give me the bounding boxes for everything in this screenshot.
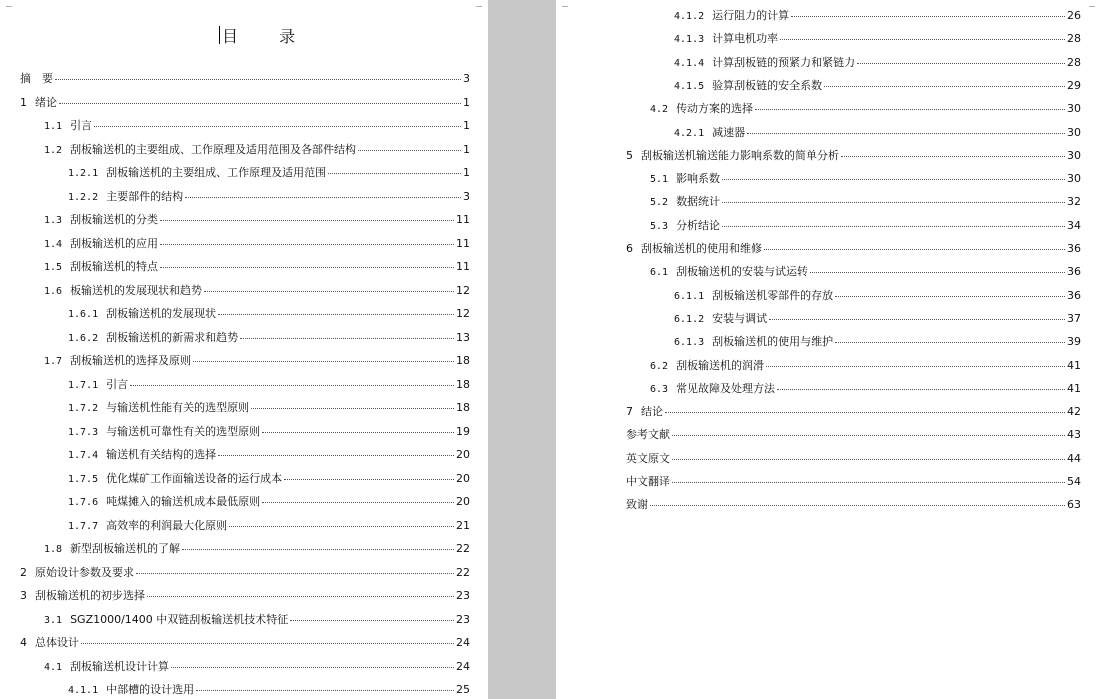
toc-entry[interactable] <box>44 141 470 155</box>
toc-entry-page: 24 <box>456 636 470 649</box>
toc-entry-title: 刮板输送机的选择及原则 <box>70 354 192 367</box>
toc-entry[interactable] <box>68 423 470 437</box>
toc-entry-number: 5.2 <box>650 197 669 209</box>
toc-entry[interactable] <box>674 333 1081 347</box>
toc-entry-title: 原始设计参数及要求 <box>35 565 134 579</box>
toc-entry-page: 63 <box>1067 498 1081 512</box>
toc-entry[interactable] <box>68 188 470 202</box>
toc-leader-dots <box>722 179 1065 180</box>
toc-entry-number: 2 <box>20 565 27 579</box>
toc-entry-title: 计算刮板链的预紧力和紧链力 <box>712 55 856 69</box>
toc-entry-page: 54 <box>1067 475 1081 488</box>
toc-entry-page: 34 <box>1067 218 1081 232</box>
toc-entry-page: 20 <box>456 448 470 461</box>
toc-entry-number: 6.1 <box>650 267 669 279</box>
toc-entry-title: 优化煤矿工作面输送设备的运行成本 <box>106 471 283 485</box>
toc-entry-title: 减速器 <box>712 125 746 139</box>
toc-entry-page: 43 <box>1067 428 1081 442</box>
toc-entry-title: 刮板输送机的应用 <box>70 236 159 250</box>
toc-entry[interactable] <box>650 357 1081 371</box>
toc-entry-title: 计算电机功率 <box>712 32 779 46</box>
toc-entry-page: 11 <box>456 213 470 226</box>
toc-entry-number: 1.7.7 <box>68 520 99 532</box>
toc-entry-number: 1.7.4 <box>68 450 99 461</box>
toc-entry-title: 中文翻译 <box>626 475 670 488</box>
toc-leader-dots <box>722 226 1065 227</box>
toc-entry-page: 1 <box>463 95 470 109</box>
toc-leader-dots <box>185 197 461 198</box>
toc-entry[interactable] <box>68 329 470 343</box>
toc-entry-page: 1 <box>463 119 470 132</box>
toc-entry-page: 25 <box>456 683 470 696</box>
toc-entry[interactable] <box>68 399 470 413</box>
toc-entry[interactable] <box>650 100 1081 114</box>
toc-entry-number: 4.1.2 <box>674 11 705 22</box>
toc-entry-number: 1.4 <box>44 238 63 250</box>
toc-leader-dots <box>147 596 454 597</box>
text-cursor <box>219 26 220 44</box>
toc-entry-number: 1.1 <box>44 121 63 132</box>
toc-entry-title: 分析结论 <box>676 218 721 232</box>
toc-entry-page: 23 <box>456 589 470 602</box>
toc-entry-title: 结论 <box>641 405 663 419</box>
toc-entry[interactable] <box>626 450 1081 464</box>
toc-entry-title: 与输送机性能有关的选型原则 <box>106 401 250 414</box>
toc-leader-dots <box>218 455 454 456</box>
toc-entry[interactable] <box>674 310 1081 324</box>
toc-entry-title: 验算刮板链的安全系数 <box>712 78 823 92</box>
toc-entry-page: 29 <box>1067 78 1081 92</box>
toc-entry-page: 39 <box>1067 335 1081 349</box>
toc-leader-dots <box>55 79 461 80</box>
toc-leader-dots <box>747 133 1065 134</box>
toc-entry[interactable] <box>650 170 1081 184</box>
toc-entry-number: 4.2 <box>650 104 669 116</box>
toc-entry-page: 41 <box>1067 381 1081 395</box>
toc-entry-title: 输送机有关结构的选择 <box>106 448 217 461</box>
toc-entry-number: 6 <box>626 242 633 255</box>
toc-entry-page: 11 <box>456 260 470 273</box>
toc-leader-dots <box>59 103 461 104</box>
toc-entry[interactable] <box>44 611 470 625</box>
toc-entry-page: 19 <box>456 424 470 438</box>
toc-entry-title: 摘 要 <box>20 72 53 85</box>
toc-entry[interactable] <box>68 493 470 507</box>
toc-entry-page: 1 <box>463 166 470 179</box>
toc-leader-dots <box>810 272 1065 273</box>
toc-leader-dots <box>755 109 1065 110</box>
toc-entry-page: 37 <box>1067 311 1081 325</box>
toc-entry-title: 主要部件的结构 <box>106 189 184 203</box>
toc-entry-number: 1.8 <box>44 544 63 555</box>
toc-entry-title: 引言 <box>106 377 129 391</box>
document-page-right <box>556 0 1101 699</box>
toc-entry[interactable] <box>626 147 1081 161</box>
toc-entry[interactable] <box>674 287 1081 301</box>
toc-entry[interactable] <box>674 77 1081 91</box>
toc-entry[interactable] <box>674 54 1081 68</box>
toc-entry-page: 36 <box>1067 288 1081 302</box>
toc-title: 目 录 <box>222 27 314 46</box>
toc-leader-dots <box>130 385 454 386</box>
toc-entry-title: 引言 <box>70 119 93 132</box>
document-page-left <box>0 0 488 699</box>
toc-leader-dots <box>290 620 454 621</box>
toc-entry-title: SGZ1000/1400 中双链刮板输送机技术特征 <box>70 612 289 626</box>
page-corner-mark <box>6 6 12 13</box>
toc-entry-number: 1.6.2 <box>68 332 99 344</box>
toc-entry[interactable] <box>68 681 470 695</box>
toc-leader-dots <box>193 361 454 362</box>
toc-entry-title: 安装与调试 <box>712 311 768 325</box>
toc-entry-page: 22 <box>456 542 470 555</box>
toc-entry[interactable] <box>44 352 470 366</box>
toc-entry-title: 刮板输送机设计计算 <box>70 659 170 673</box>
toc-entry-page: 26 <box>1067 9 1081 22</box>
toc-entry[interactable] <box>68 517 470 531</box>
toc-entry-title: 吨煤摊入的输送机成本最低原则 <box>106 495 261 508</box>
toc-entry-number: 1.2.1 <box>68 168 99 179</box>
toc-entry-page: 36 <box>1067 242 1081 255</box>
toc-entry-page: 18 <box>456 354 470 367</box>
toc-entry-title: 绪论 <box>35 95 57 109</box>
toc-entry-title: 致谢 <box>626 498 648 512</box>
toc-entry-number: 6.1.2 <box>674 313 705 325</box>
toc-entry[interactable] <box>20 587 470 601</box>
toc-entry-number: 4.1.4 <box>674 57 705 69</box>
toc-leader-dots <box>791 16 1065 17</box>
toc-entry-page: 28 <box>1067 55 1081 69</box>
toc-entry-number: 1.2.2 <box>68 191 99 203</box>
toc-entry-page: 36 <box>1067 265 1081 279</box>
toc-entry[interactable] <box>20 70 470 84</box>
toc-entry-page: 18 <box>456 377 470 391</box>
toc-entry-page: 12 <box>456 307 470 320</box>
toc-entry-title: 刮板输送机的润滑 <box>676 358 765 372</box>
toc-entry-title: 中部槽的设计选用 <box>106 683 195 696</box>
toc-entry-page: 32 <box>1067 195 1081 209</box>
toc-entry[interactable] <box>44 235 470 249</box>
toc-entry-title: 传动方案的选择 <box>676 102 754 116</box>
toc-entry[interactable] <box>44 117 470 131</box>
toc-entry-number: 1.5 <box>44 262 63 273</box>
toc-entry[interactable] <box>44 540 470 554</box>
toc-entry-number: 1.7.2 <box>68 403 99 414</box>
toc-leader-dots <box>229 526 454 527</box>
toc-entry-number: 1.6.1 <box>68 309 99 320</box>
toc-entry[interactable] <box>20 634 470 648</box>
toc-entry-number: 1.7.5 <box>68 473 99 485</box>
toc-leader-dots <box>171 667 454 668</box>
toc-entry-page: 30 <box>1067 102 1081 116</box>
toc-entry-number: 1.7.6 <box>68 497 99 508</box>
toc-leader-dots <box>182 549 454 550</box>
toc-entry[interactable] <box>674 30 1081 44</box>
toc-entry-number: 6.3 <box>650 383 669 395</box>
toc-leader-dots <box>672 435 1065 436</box>
toc-entry-page: 11 <box>456 236 470 250</box>
toc-entry-number: 4.1.1 <box>68 685 99 696</box>
toc-entry-number: 6.1.3 <box>674 337 705 349</box>
toc-entry-number: 3.1 <box>44 614 63 626</box>
toc-entry-title: 参考文献 <box>626 428 670 442</box>
toc-entry-page: 13 <box>456 330 470 344</box>
toc-entry-title: 常见故障及处理方法 <box>676 381 776 395</box>
toc-entry[interactable] <box>650 193 1081 207</box>
toc-entry-title: 刮板输送机的使用与维护 <box>712 335 834 349</box>
toc-leader-dots <box>665 412 1065 413</box>
toc-entry-number: 1.3 <box>44 215 63 226</box>
toc-entry-title: 与输送机可靠性有关的选型原则 <box>106 424 261 438</box>
toc-entry[interactable] <box>626 403 1081 417</box>
toc-entry-page: 3 <box>463 72 470 85</box>
toc-entry-page: 3 <box>463 189 470 203</box>
toc-entry-page: 21 <box>456 518 470 532</box>
toc-entry-title: 运行阻力的计算 <box>712 9 790 22</box>
toc-entry-title: 刮板输送机的安装与试运转 <box>676 265 809 279</box>
toc-entry-title: 刮板输送机的初步选择 <box>35 589 145 602</box>
toc-entry-title: 刮板输送机的使用和维修 <box>641 242 762 255</box>
toc-entry-number: 4 <box>20 636 27 649</box>
toc-entry[interactable] <box>44 211 470 225</box>
toc-entry-title: 刮板输送机的新需求和趋势 <box>106 330 239 344</box>
toc-leader-dots <box>160 220 454 221</box>
toc-entry[interactable] <box>44 282 470 296</box>
toc-entry-title: 刮板输送机的主要组成、工作原理及适用范围及各部件结构 <box>70 142 357 156</box>
toc-leader-dots <box>722 202 1065 203</box>
toc-entry-title: 高效率的利润最大化原则 <box>106 518 228 532</box>
toc-entry[interactable] <box>674 7 1081 21</box>
toc-entry[interactable] <box>650 263 1081 277</box>
toc-leader-dots <box>824 86 1065 87</box>
toc-leader-dots <box>136 573 454 574</box>
toc-leader-dots <box>284 479 454 480</box>
toc-entry-number: 5.1 <box>650 174 669 186</box>
toc-entry-number: 6.1.1 <box>674 290 705 302</box>
toc-leader-dots <box>766 366 1065 367</box>
toc-entry-number: 5.3 <box>650 220 669 232</box>
toc-entry-number: 4.1.3 <box>674 34 705 46</box>
toc-leader-dots <box>94 126 461 127</box>
toc-entry-page: 41 <box>1067 358 1081 372</box>
toc-leader-dots <box>251 408 454 409</box>
page-corner-mark <box>562 6 568 13</box>
toc-entry-title: 新型刮板输送机的了解 <box>70 542 181 555</box>
toc-entry[interactable] <box>626 473 1081 487</box>
toc-leader-dots <box>262 502 454 503</box>
toc-entry[interactable] <box>626 496 1081 510</box>
toc-entry-title: 影响系数 <box>676 172 721 186</box>
toc-entry-page: 30 <box>1067 148 1081 162</box>
toc-entry-number: 1.6 <box>44 285 63 297</box>
toc-leader-dots <box>240 338 454 339</box>
toc-entry-page: 28 <box>1067 32 1081 46</box>
toc-leader-dots <box>328 173 461 174</box>
toc-entry[interactable] <box>68 446 470 460</box>
toc-leader-dots <box>204 291 454 292</box>
toc-entry[interactable] <box>650 217 1081 231</box>
toc-entry-title: 板输送机的发展现状和趋势 <box>70 283 203 297</box>
toc-leader-dots <box>650 505 1065 506</box>
toc-leader-dots <box>262 432 454 433</box>
toc-entry-number: 7 <box>626 405 633 419</box>
toc-leader-dots <box>160 244 454 245</box>
toc-leader-dots <box>764 249 1065 250</box>
toc-entry-number: 4.1.5 <box>674 80 705 92</box>
toc-entry-number: 3 <box>20 589 27 602</box>
toc-entry[interactable] <box>626 240 1081 254</box>
toc-entry-number: 4.1 <box>44 661 63 673</box>
toc-entry-page: 22 <box>456 565 470 579</box>
toc-entry[interactable] <box>68 470 470 484</box>
toc-leader-dots <box>769 319 1065 320</box>
toc-leader-dots <box>835 296 1065 297</box>
toc-entry-title: 刮板输送机的主要组成、工作原理及适用范围 <box>106 166 327 179</box>
toc-leader-dots <box>841 156 1065 157</box>
toc-entry[interactable] <box>68 376 470 390</box>
toc-entry-page: 23 <box>456 612 470 626</box>
toc-entry[interactable] <box>44 258 470 272</box>
toc-entry[interactable] <box>674 124 1081 138</box>
toc-entry-number: 6.2 <box>650 360 669 372</box>
toc-leader-dots <box>218 314 454 315</box>
toc-entry-title: 刮板输送机的分类 <box>70 213 159 226</box>
toc-entry[interactable] <box>44 658 470 672</box>
toc-entry-number: 4.2.1 <box>674 127 705 139</box>
toc-entry-page: 18 <box>456 401 470 414</box>
toc-entry-page: 44 <box>1067 451 1081 465</box>
toc-entry-title: 刮板输送机的特点 <box>70 260 159 273</box>
toc-entry-number: 1.7.1 <box>68 379 99 391</box>
toc-entry-title: 总体设计 <box>35 636 79 649</box>
page-corner-mark <box>476 6 482 13</box>
toc-entry[interactable] <box>650 380 1081 394</box>
toc-entry-page: 20 <box>456 495 470 508</box>
toc-leader-dots <box>777 389 1065 390</box>
toc-entry-page: 30 <box>1067 172 1081 186</box>
toc-entry-title: 刮板输送机的发展现状 <box>106 307 217 320</box>
toc-entry[interactable] <box>20 564 470 578</box>
toc-entry-title: 英文原文 <box>626 451 670 465</box>
toc-entry-title: 刮板输送机输送能力影响系数的简单分析 <box>641 148 839 162</box>
toc-entry-number: 5 <box>626 148 633 162</box>
toc-entry[interactable] <box>20 94 470 108</box>
page-corner-mark <box>1089 6 1095 13</box>
toc-entry-page: 24 <box>456 659 470 673</box>
toc-leader-dots <box>358 150 461 151</box>
toc-leader-dots <box>780 39 1065 40</box>
toc-leader-dots <box>160 267 454 268</box>
toc-entry-page: 20 <box>456 471 470 485</box>
toc-entry[interactable] <box>68 305 470 319</box>
toc-entry-number: 1.2 <box>44 144 63 156</box>
toc-entry-page: 12 <box>456 283 470 297</box>
toc-entry-number: 1.7.3 <box>68 426 99 438</box>
toc-leader-dots <box>857 63 1065 64</box>
toc-entry-title: 刮板输送机零部件的存放 <box>712 288 834 302</box>
toc-entry-number: 1.7 <box>44 356 63 367</box>
toc-entry-title: 数据统计 <box>676 195 721 209</box>
toc-entry-page: 42 <box>1067 405 1081 419</box>
toc-leader-dots <box>672 482 1065 483</box>
toc-leader-dots <box>81 643 454 644</box>
toc-entry[interactable] <box>68 164 470 178</box>
toc-leader-dots <box>672 459 1065 460</box>
toc-leader-dots <box>196 690 454 691</box>
toc-entry-page: 1 <box>463 142 470 156</box>
toc-entry-page: 30 <box>1067 125 1081 139</box>
toc-entry[interactable] <box>626 426 1081 440</box>
toc-leader-dots <box>835 342 1065 343</box>
toc-entry-number: 1 <box>20 95 27 109</box>
